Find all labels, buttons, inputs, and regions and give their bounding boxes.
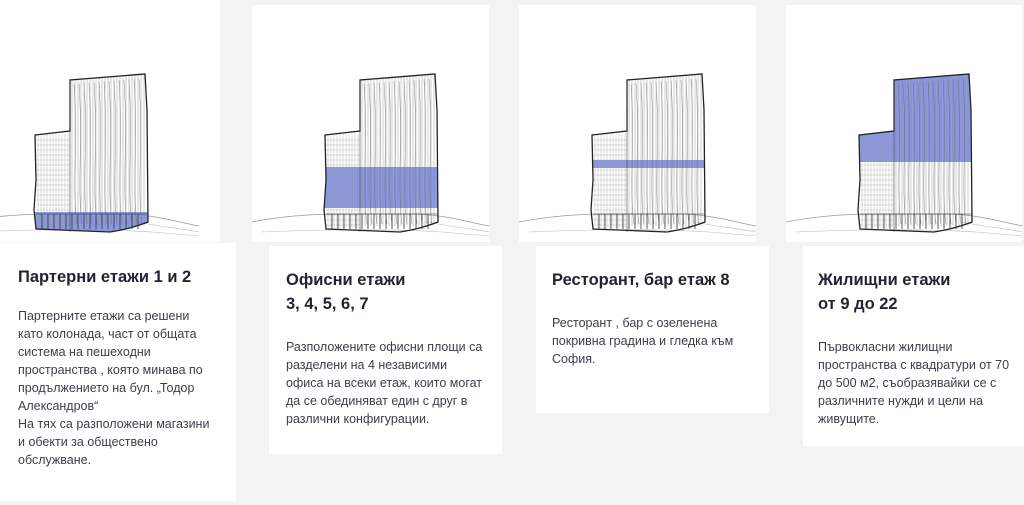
card-description xyxy=(18,307,236,469)
desc-line: На тях са разположени магазини xyxy=(18,417,210,431)
desc-line: като колонада, част от общата xyxy=(18,327,197,341)
building-diagram-office-floors xyxy=(252,5,489,242)
desc-line: система на пешеходни xyxy=(18,345,151,359)
desc-line: Партерните етажи са решени xyxy=(18,309,190,323)
building-illustration xyxy=(0,0,220,242)
card-text-office-floors xyxy=(269,246,502,454)
desc-line: до 500 м2, съобразявайки се с xyxy=(818,376,997,390)
card-text-residential-floors xyxy=(803,246,1024,446)
card-title: Партерни етажи 1 и 2 xyxy=(18,268,192,286)
card-title-line2: 3, 4, 5, 6, 7 xyxy=(286,295,369,313)
card-description xyxy=(552,314,769,368)
desc-line: разделени на 4 независими xyxy=(286,358,448,372)
desc-line: Разположените офисни площи са xyxy=(286,340,483,354)
desc-line: живущите. xyxy=(818,412,880,426)
building-illustration xyxy=(519,5,756,242)
card-title-line2: от 9 до 22 xyxy=(818,295,898,313)
desc-line: Ресторант , бар с озеленена xyxy=(552,316,718,330)
desc-line: офиса на всеки етаж, които могат xyxy=(286,376,483,390)
card-text-restaurant-floor xyxy=(536,246,769,413)
building-diagram-restaurant-floor xyxy=(519,5,756,242)
desc-line: София. xyxy=(552,352,596,366)
desc-line: пространства с квадратури от 70 xyxy=(818,358,1010,372)
desc-line: различни конфигурации. xyxy=(286,412,430,426)
desc-line: Александров“ xyxy=(18,399,99,413)
desc-line: и обекти за обществено xyxy=(18,435,158,449)
building-illustration xyxy=(786,5,1022,242)
card-text-ground-floors xyxy=(0,243,236,501)
desc-line: обслужване. xyxy=(18,453,92,467)
desc-line: продължението на бул. „Тодор xyxy=(18,381,195,395)
building-illustration xyxy=(252,5,489,242)
card-title: Ресторант, бар етаж 8 xyxy=(552,271,730,289)
card-description xyxy=(818,338,1024,428)
card-title: Жилищни етажи xyxy=(818,271,951,289)
desc-line: покривна градина и гледка към xyxy=(552,334,734,348)
desc-line: различните нужди и цели на xyxy=(818,394,984,408)
desc-line: Първокласни жилищни xyxy=(818,340,953,354)
card-title: Офисни етажи xyxy=(286,271,406,289)
building-diagram-ground-floors xyxy=(0,0,220,242)
desc-line: пространства , която минава по xyxy=(18,363,203,377)
card-description xyxy=(286,338,502,428)
desc-line: да се обединяват един с друг в xyxy=(286,394,468,408)
building-diagram-residential-floors xyxy=(786,5,1022,242)
